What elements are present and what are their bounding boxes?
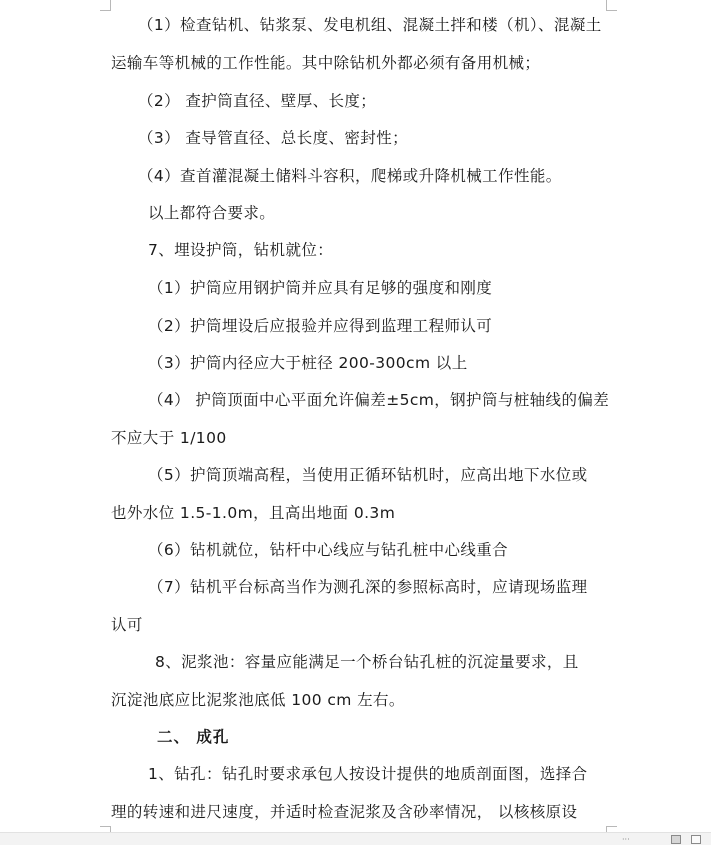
margin-corner-top-left: [100, 0, 111, 11]
section-heading-7: 7、埋设护筒，钻机就位：: [148, 241, 334, 259]
web-view-icon[interactable]: [691, 835, 701, 844]
paragraph-line: （4）查首灌混凝土储料斗容积，爬梯或升降机械工作性能。: [138, 167, 562, 185]
paragraph-line: （1）检查钻机、钻浆泵、发电机组、混凝土拌和楼（机）、混凝土: [138, 16, 602, 34]
paragraph-line: （2）护筒埋设后应报验并应得到监理工程师认可: [148, 317, 493, 335]
status-bar-dots: ···: [622, 835, 630, 844]
paragraph-line: （5）护筒顶端高程，当使用正循环钻机时，应高出地下水位或: [148, 466, 588, 484]
paragraph-line: 以上都符合要求。: [148, 204, 276, 222]
paragraph-line: 8、泥浆池：容量应能满足一个桥台钻孔桩的沉淀量要求，且: [155, 653, 579, 671]
paragraph-line: 1、钻孔：钻孔时要求承包人按设计提供的地质剖面图，选择合: [148, 765, 588, 783]
paragraph-line: 也外水位 1.5-1.0m，且高出地面 0.3m: [111, 504, 396, 522]
paragraph-line: （2） 查护筒直径、壁厚、长度；: [138, 92, 377, 110]
margin-corner-top-right: [606, 0, 617, 11]
paragraph-line: 不应大于 1/100: [111, 429, 227, 447]
section-heading-2: 二、 成孔: [157, 728, 230, 746]
paragraph-line: 运输车等机械的工作性能。其中除钻机外都必须有备用机械；: [111, 54, 541, 72]
paragraph-line: 认可: [111, 616, 143, 634]
status-bar: [0, 832, 711, 845]
paragraph-line: 理的转速和进尺速度，并适时检查泥浆及含砂率情况， 以核核原设: [111, 803, 578, 821]
paragraph-line: （4） 护筒顶面中心平面允许偏差±5cm，钢护筒与桩轴线的偏差: [148, 391, 610, 409]
paragraph-line: （3）护筒内径应大于桩径 200-300cm 以上: [148, 354, 468, 372]
paragraph-line: （7）钻机平台标高当作为测孔深的参照标高时，应请现场监理: [148, 578, 588, 596]
paragraph-line: （3） 查导管直径、总长度、密封性；: [138, 129, 408, 147]
paragraph-line: （1）护筒应用钢护筒并应具有足够的强度和刚度: [148, 279, 493, 297]
paragraph-line: 沉淀池底应比泥浆池底低 100 cm 左右。: [111, 691, 405, 709]
paragraph-line: （6）钻机就位，钻杆中心线应与钻孔桩中心线重合: [148, 541, 509, 559]
page-view-icon[interactable]: [671, 835, 681, 844]
